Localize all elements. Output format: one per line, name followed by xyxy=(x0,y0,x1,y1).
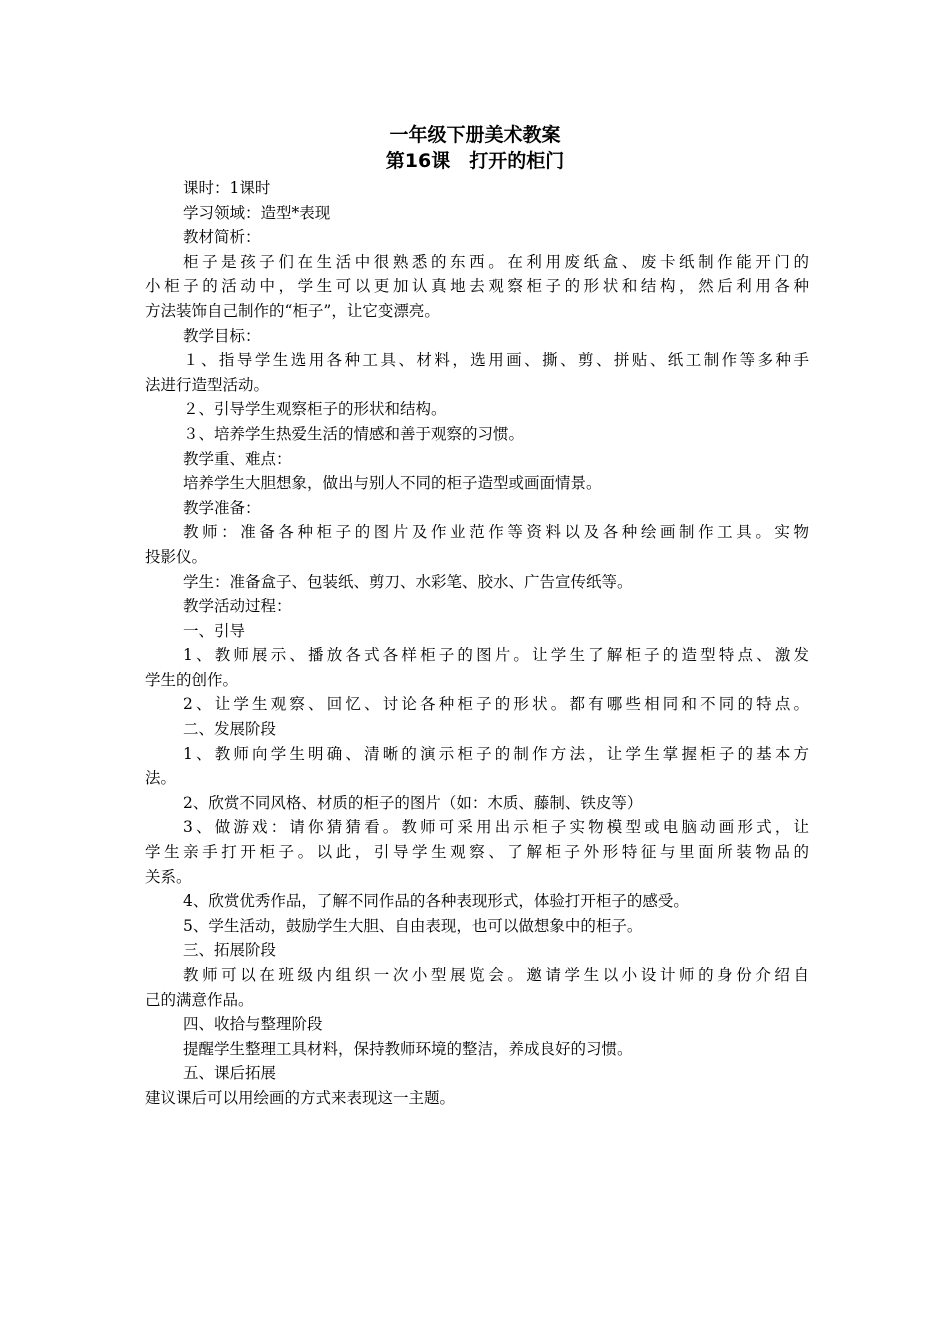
text-line: 投影仪。 xyxy=(145,547,208,566)
lesson-body xyxy=(145,176,809,1111)
text-line: 教学重、难点： xyxy=(183,449,292,468)
text-line: 四、收拾与整理阶段 xyxy=(183,1015,323,1034)
text-line: 关系。 xyxy=(145,867,192,886)
text-line: 教材简析： xyxy=(183,228,261,247)
text-line: 法。 xyxy=(145,769,177,788)
lesson-title: 第16课 打开的柜门 xyxy=(385,150,565,172)
text-line: 培养学生大胆想象，做出与别人不同的柜子造型或画面情景。 xyxy=(183,474,602,493)
text-line: 二、发展阶段 xyxy=(183,720,277,739)
text-line: 教师可以在班级内组织一次小型展览会。邀请学生以小设计师的身份介绍自 xyxy=(183,966,809,984)
text-line: １、指导学生选用各种工具、材料，选用画、撕、剪、拼贴、纸工制作等多种手 xyxy=(183,351,809,370)
text-line: 教学准备： xyxy=(183,498,261,517)
title-block xyxy=(0,122,950,174)
text-line: 三、拓展阶段 xyxy=(183,941,277,960)
text-line: 五、课后拓展 xyxy=(183,1064,277,1083)
text-line: 法进行造型活动。 xyxy=(145,375,270,394)
text-line: 课时：1课时 xyxy=(183,179,271,197)
text-line: 2、欣赏不同风格、材质的柜子的图片（如：木质、藤制、铁皮等） xyxy=(183,793,643,812)
text-line: 小柜子的活动中，学生可以更加认真地去观察柜子的形状和结构，然后利用各种 xyxy=(145,277,809,296)
text-line: 己的满意作品。 xyxy=(145,990,254,1009)
document-title: 一年级下册美术教案 xyxy=(389,124,561,146)
text-line: 学生的创作。 xyxy=(145,670,239,689)
text-line: 方法装饰自己制作的“柜子”，让它变漂亮。 xyxy=(145,301,440,320)
text-line: 教师：准备各种柜子的图片及作业范作等资料以及各种绘画制作工具。实物 xyxy=(183,523,809,542)
text-line: 3、做游戏：请你猜猜看。教师可采用出示柜子实物模型或电脑动画形式，让 xyxy=(183,818,809,837)
text-line: 4、欣赏优秀作品，了解不同作品的各种表现形式，体验打开柜子的感受。 xyxy=(183,892,689,911)
text-line: 2、让学生观察、回忆、讨论各种柜子的形状。都有哪些相同和不同的特点。 xyxy=(183,695,809,714)
text-line: ２、引导学生观察柜子的形状和结构。 xyxy=(183,400,447,419)
text-line: 学生亲手打开柜子。以此，引导学生观察、了解柜子外形特征与里面所装物品的 xyxy=(145,843,809,862)
text-line: 学习领域：造型*表现 xyxy=(183,203,331,222)
text-line: 柜子是孩子们在生活中很熟悉的东西。在利用废纸盒、废卡纸制作能开门的 xyxy=(183,252,809,271)
text-line: 1、教师向学生明确、清晰的演示柜子的制作方法，让学生掌握柜子的基本方 xyxy=(183,744,809,763)
text-line: 提醒学生整理工具材料，保持教师环境的整洁，养成良好的习惯。 xyxy=(183,1039,633,1058)
text-line: 5、学生活动，鼓励学生大胆、自由表现，也可以做想象中的柜子。 xyxy=(183,916,643,935)
text-line: 学生：准备盒子、包装纸、剪刀、水彩笔、胶水、广告宣传纸等。 xyxy=(183,572,633,591)
text-line: 教学目标： xyxy=(183,326,261,345)
text-line: ３、培养学生热爱生活的情感和善于观察的习惯。 xyxy=(183,424,525,443)
text-line: 一、引导 xyxy=(183,621,246,640)
text-line: 教学活动过程： xyxy=(183,597,292,616)
text-line: 建议课后可以用绘画的方式来表现这一主题。 xyxy=(145,1088,456,1107)
text-line: 1、教师展示、播放各式各样柜子的图片。让学生了解柜子的造型特点、激发 xyxy=(183,646,809,665)
